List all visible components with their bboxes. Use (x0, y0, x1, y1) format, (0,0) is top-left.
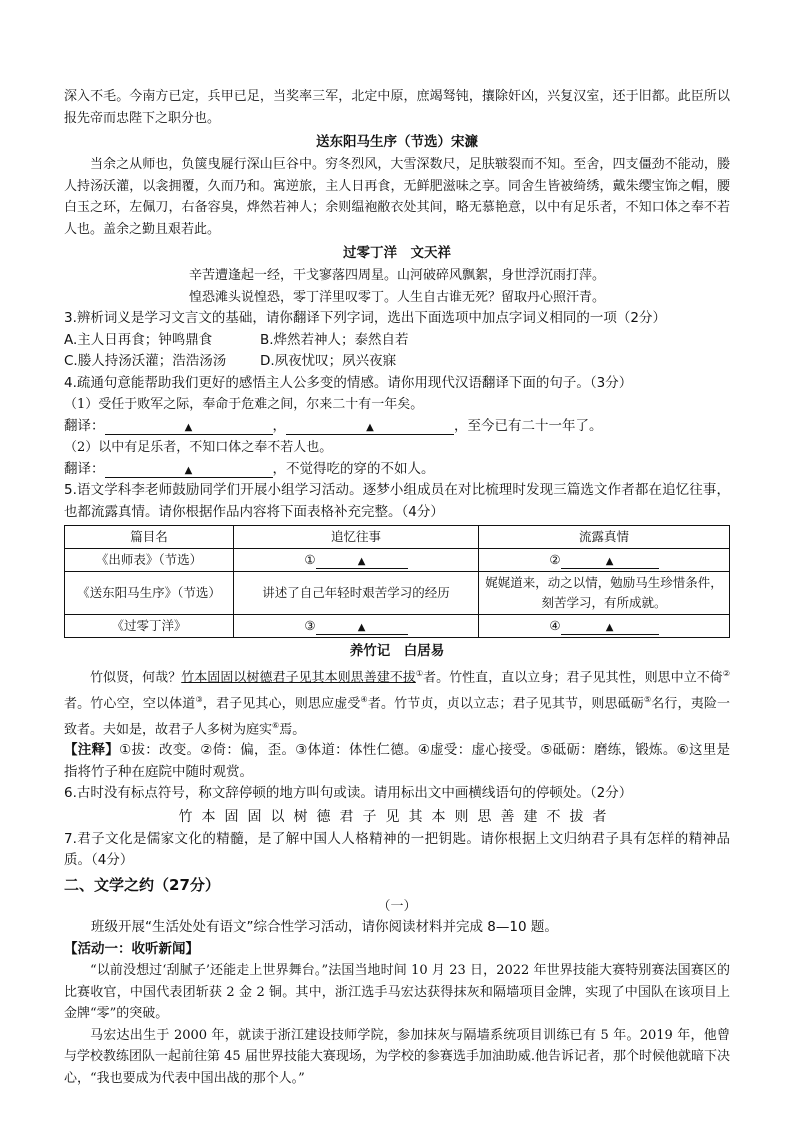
answer-blank[interactable] (105, 461, 273, 478)
blank-number: ② (549, 552, 561, 567)
q3-option-a: A.主人日再食；钟鸣鼎食 (64, 331, 213, 348)
section-2-intro: 班级开展“生活处处有语文”综合性学习活动，请你阅读材料并完成 8—10 题。 (91, 919, 558, 936)
q4-answer-1: 翻译： ▲ ， ▲ ，至今已有二十一年了。 (64, 417, 603, 434)
table-row (65, 549, 730, 572)
yangzhu-text-part: 名行，夷险一致者。夫如是，故君子人多树为庭实 (64, 696, 730, 737)
q6-sentence: 竹本固固以树德君子见其本则思善建不拔者 (178, 808, 616, 825)
notes-text: ①拔：改变。②倚：偏，歪。③体道：体性仁德。④虚受：虚心接受。⑤砥砺：磨练，锻炼。⑥这里是指将竹子种在庭院中随时观赏。 (64, 742, 730, 780)
q5-table (64, 525, 730, 638)
section-2-title: 二、文学之约（27分） (64, 875, 220, 894)
table-cell (479, 615, 730, 638)
activity-1-heading: 【活动一：收听新闻】 (64, 940, 199, 957)
triangle-marker-icon: ▲ (184, 421, 193, 433)
q3-stem: 3.辨析词义是学习文言文的基础，请你翻译下列字词，选出下面选项中加点字词义相同的一项（2分） (64, 310, 666, 326)
blank-number: ④ (549, 618, 561, 633)
note-ref: ③ (195, 694, 203, 704)
note-ref: ① (415, 669, 424, 678)
yangzhu-text-start: 竹似贤，何哉？ (90, 670, 182, 686)
q5-stem: 5.语文学科李老师鼓励同学们开展小组学习活动。逐梦小组成员在对比梳理时发现三篇选文作者都在追忆往事，也都流露真情。请你根据作品内容将下面表格补充完整。（4分） (64, 482, 730, 520)
answer-blank[interactable] (105, 418, 273, 435)
answer-label: 翻译： (64, 417, 105, 434)
answer-label: 翻译： (64, 460, 105, 477)
note-ref: ⑥ (272, 720, 280, 730)
news-paragraph-1: “以前没想过‘刮腻子’还能走上世界舞台。”法国当地时间 10 月 23 日，2022 年世界技能大赛特别赛法国赛区的比赛收官，中国代表团斩获 2 金 2 铜。其中，浙江选手马宏达获得抹灰和隔墙项目金牌，实现了中国队在该项目上金牌“零”的突破。 (64, 963, 730, 1022)
notes (64, 740, 730, 783)
q4-stem: 4.疏通句意能帮助我们更好的感悟主人公多变的情感。请你用现代汉语翻译下面的句子。（3分） (64, 374, 633, 391)
q3-option-d: D.夙夜忧叹；夙兴夜寐 (260, 353, 397, 369)
q4-answer-2-tail: ，不觉得吃的穿的不如人。 (272, 460, 435, 477)
exam-page (64, 86, 730, 1089)
yangzhu-text-part: 者。竹性直，直以立身；君子见其性，则思中立不倚 (423, 670, 723, 686)
q3-option-b: B.烨然若神人；泰然自若 (260, 331, 409, 348)
table-cell: 娓娓道来，动之以情，勉励马生珍惜条件，刻苦学习，有所成就。 (479, 572, 730, 615)
table-cell (234, 549, 479, 572)
answer-blank[interactable] (286, 418, 454, 435)
q3-options-row1 (64, 330, 730, 352)
table-cell: 讲述了自己年轻时艰苦学习的经历 (234, 572, 479, 615)
yangzhu-text-part: 者。竹心空，空以体道 (64, 696, 196, 712)
q4-sentence-1: （1）受任于败军之际，奉命于危难之间，尔来二十有一年矣。 (64, 397, 424, 412)
note-ref: ④ (360, 694, 368, 704)
answer-blank[interactable] (561, 552, 659, 569)
table-cell (479, 549, 730, 572)
underlined-sentence: 竹本固固以树德君子见其本则思善建不拔 (181, 670, 416, 686)
answer-blank[interactable] (561, 618, 659, 635)
table-cell (234, 615, 479, 638)
q4-sentence-2: （2）以中有足乐者，不知口体之奉不若人也。 (64, 440, 333, 455)
note-ref: ② (722, 669, 730, 678)
triangle-marker-icon: ▲ (184, 464, 193, 476)
guoling-line-1: 辛苦遭逢起一经，干戈寥落四周星。山河破碎风飘絮，身世浮沉雨打萍。 (188, 268, 605, 283)
songdong-text: 当余之从师也，负箧曳屣行深山巨谷中。穷冬烈风，大雪深数尺，足肤皲裂而不知。至舍，四支僵劲不能动，媵人持汤沃灌，以衾拥覆，久而乃和。寓逆旅，主人日再食，无鲜肥滋味之享。同舍生皆被绮绣，戴朱缨宝饰之帽，腰白玉之环，左佩刀，右备容臭，烨然若神人；余则缊袍敝衣处其间，略无慕艳意，以中有足乐者，不知口体之奉不若人也。盖余之勤且艰若此。 (64, 157, 730, 237)
triangle-marker-icon: ▲ (605, 556, 614, 567)
table-header-cell: 流露真情 (479, 526, 730, 549)
news-paragraph-2: 马宏达出生于 2000 年，就读于浙江建设技师学院，参加抹灰与隔墙系统项目训练已有 5 年。2019 年，他曾与学校教练团队一起前往第 45 届世界技能大赛现场，为学校的参赛选手加油助威.他告诉记者，那个时候他就暗下决心，“我也要成为代表中国出战的那个人。” (64, 1027, 730, 1086)
q4-answer-2 (64, 459, 730, 481)
q4-answer-1-tail: ，至今已有二十一年了。 (454, 417, 603, 434)
answer-blank[interactable] (316, 618, 408, 635)
triangle-marker-icon: ▲ (605, 622, 614, 633)
triangle-marker-icon: ▲ (357, 556, 366, 567)
table-header-cell: 篇目名 (65, 526, 234, 549)
note-ref: ⑤ (643, 694, 652, 704)
yangzhu-text-part: 者。竹节贞，贞以立志；君子见其节，则思砥砺 (367, 696, 644, 712)
blank-number: ① (304, 552, 316, 567)
notes-label: 【注释】 (64, 742, 120, 759)
table-header-row (65, 526, 730, 549)
yangzhu-text-part: 焉。 (279, 721, 306, 737)
q3-option-c: C.媵人持汤沃灌；浩浩汤汤 (64, 353, 227, 369)
blank-number: ③ (304, 618, 316, 633)
yangzhu-text (64, 663, 730, 740)
yangzhu-title: 养竹记 白居易 (349, 643, 445, 659)
chushi-passage-end: 深入不毛。今南方已定，兵甲已足，当奖率三军，北定中原，庶竭驽钝，攘除奸凶，兴复汉室，还于旧都。此臣所以报先帝而忠陛下之职分也。 (64, 89, 730, 126)
q3-options-row2 (64, 351, 730, 373)
guoling-line-2: 惶恐滩头说惶恐，零丁洋里叹零丁。人生自古谁无死？留取丹心照汗青。 (188, 289, 605, 305)
table-cell: 《过零丁洋》 (65, 615, 234, 638)
songdong-title: 送东阳马生序（节选）宋濂 (316, 134, 478, 150)
guoling-title: 过零丁洋 文天祥 (343, 245, 451, 261)
table-cell: 《送东阳马生序》（节选） (65, 572, 234, 615)
triangle-marker-icon: ▲ (366, 421, 374, 433)
table-row (65, 615, 730, 638)
triangle-marker-icon: ▲ (357, 622, 366, 633)
table-header-cell: 追忆往事 (234, 526, 479, 549)
section-2-subtitle: （一） (377, 898, 417, 914)
answer-blank[interactable] (316, 552, 408, 569)
q7-stem: 7.君子文化是儒家文化的精髓，是了解中国人人格精神的一把钥匙。请你根据上文归纳君子具有怎样的精神品质。（4分） (64, 830, 730, 869)
table-row (65, 572, 730, 615)
yangzhu-text-part: ，君子见其心，则思应虚受 (202, 696, 361, 712)
table-cell: 《出师表》（节选） (65, 549, 234, 572)
q6-stem: 6.古时没有标点符号，称文辞停顿的地方叫句或读。请用标出文中画横线语句的停顿处。（2分） (64, 785, 633, 802)
